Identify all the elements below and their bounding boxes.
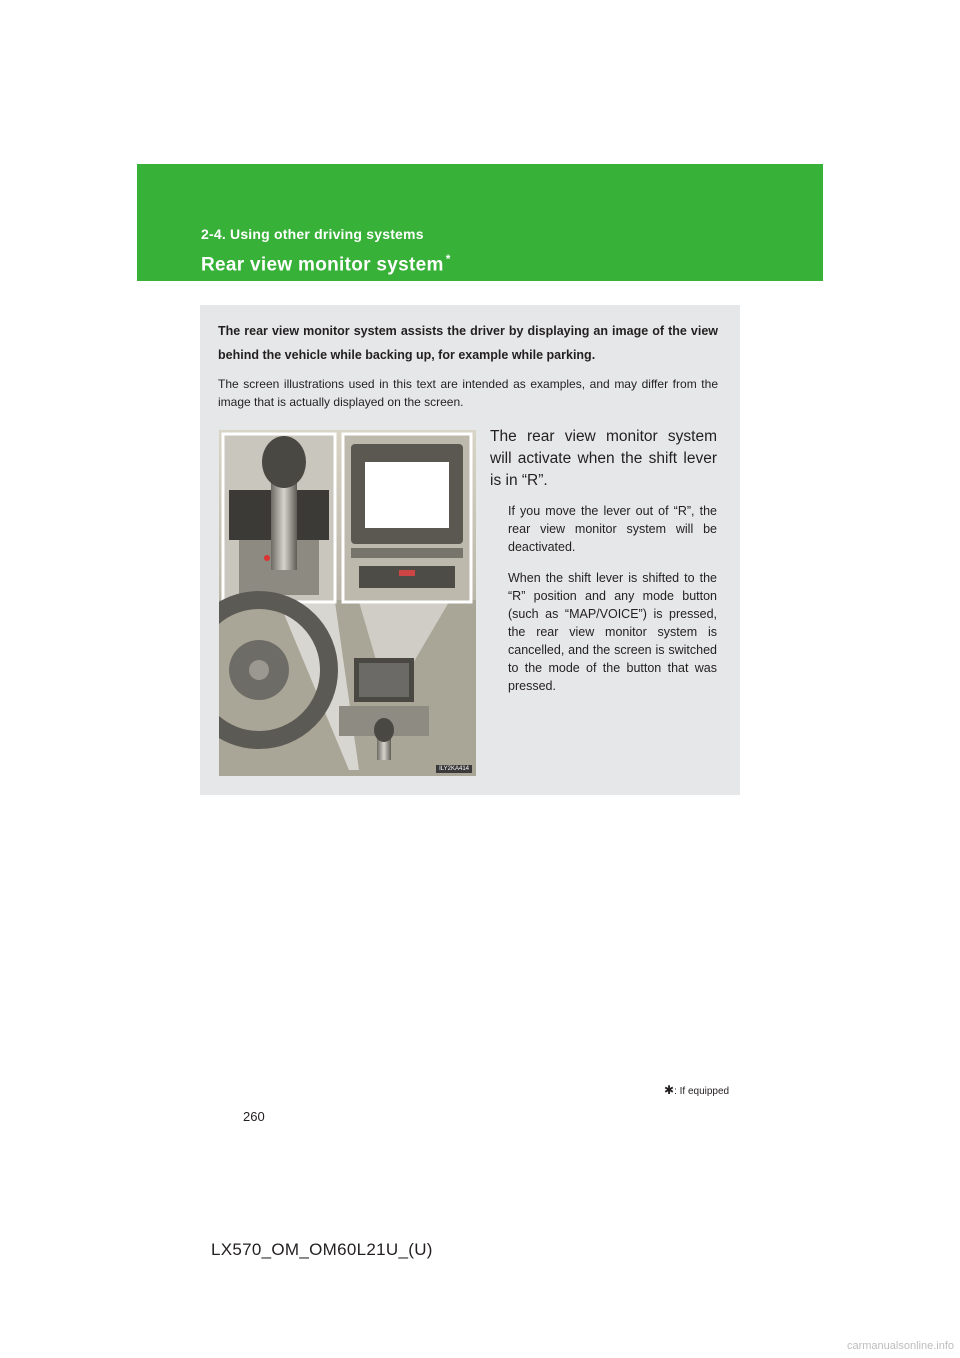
audio-panel: [359, 566, 455, 588]
watermark: carmanualsonline.info: [846, 1340, 954, 1352]
vehicle-interior-illustration: [219, 430, 476, 776]
interior-drawing: [219, 430, 476, 776]
monitor-screen: [365, 462, 449, 528]
header-band: [137, 164, 823, 281]
footnote: [664, 1083, 729, 1097]
intro-text: The rear view monitor system assists the driver by displaying an image of the view behind the vehicle while backing up, for example while parking.: [218, 324, 718, 362]
note-text: The screen illustrations used in this text are intended as examples, and may differ from the image that is actually displayed on the screen.: [218, 377, 718, 409]
equipped-star-icon: ✱: [664, 1083, 675, 1097]
monitor-buttons: [351, 548, 463, 558]
page-title-text: Rear view monitor system: [201, 254, 444, 276]
sub-point-cancel: When the shift lever is shifted to the “R” position and any mode button (such as “MAP/VOICE”) is pressed, the rear view monitor system is cancelled, and the screen is switched to the mode of the button that was pressed.: [508, 571, 717, 693]
content-box: [200, 305, 740, 795]
section-label: 2-4. Using other driving systems: [201, 226, 424, 242]
page-title: [201, 252, 451, 276]
sub-point-deactivate: If you move the lever out of “R”, the rear view monitor system will be deactivated.: [508, 504, 717, 554]
page-number: 260: [243, 1109, 265, 1124]
document-code: LX570_OM_OM60L21U_(U): [211, 1240, 433, 1259]
main-point: The rear view monitor system will activate when the shift lever is in “R”.: [490, 428, 717, 489]
equipped-marker: *: [445, 252, 451, 266]
figure-code: ILY2KA414: [436, 765, 472, 773]
lexus-logo-icon: [249, 660, 269, 680]
indicator-light-icon: [264, 555, 270, 561]
audio-display-icon: [399, 570, 415, 576]
lower-shift-knob: [374, 718, 394, 742]
footnote-text: : If equipped: [674, 1086, 730, 1097]
shift-knob: [262, 436, 306, 488]
center-display-screen: [359, 663, 409, 697]
